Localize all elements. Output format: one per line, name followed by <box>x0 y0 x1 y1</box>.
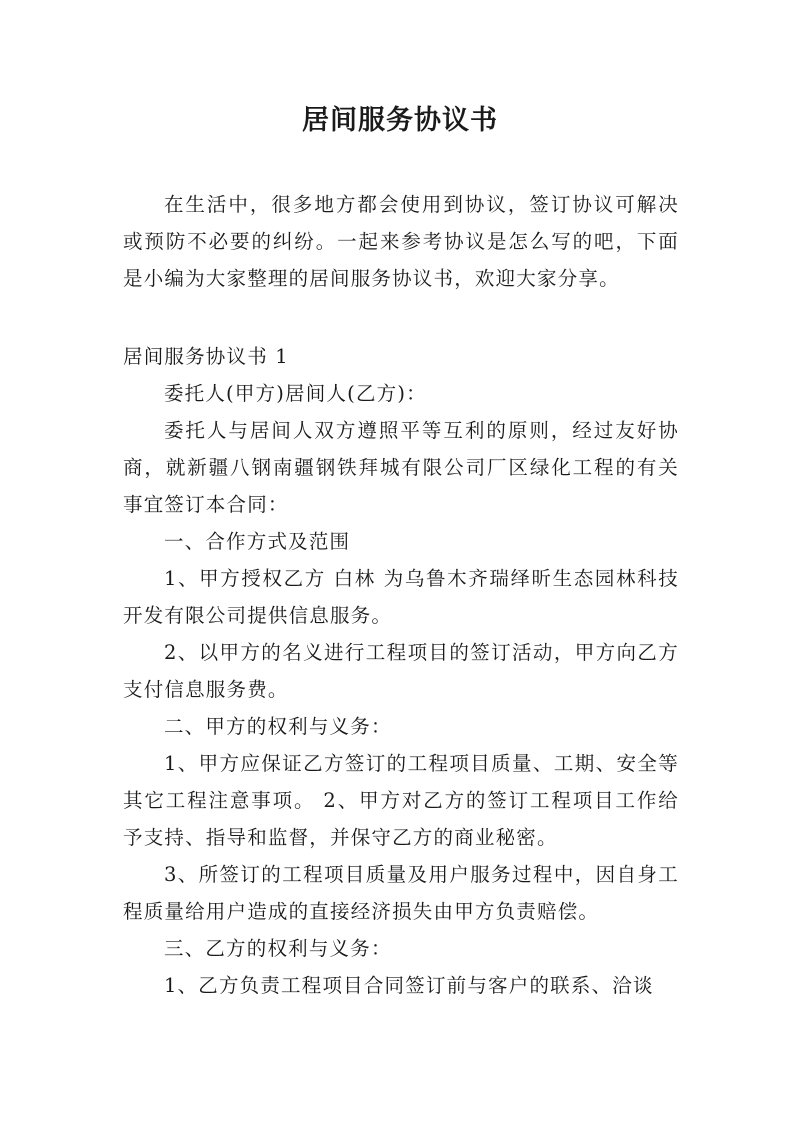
paragraph-clause-2-3: 3、所签订的工程项目质量及用户服务过程中，因自身工程质量给用户造成的直接经济损失由甲方负责赔偿。 <box>123 863 679 923</box>
section-title: 居间服务协议书 1 <box>123 345 289 368</box>
intro-block <box>123 186 679 297</box>
paragraph-parties: 委托人(甲方)居间人(乙方)： <box>163 382 427 405</box>
paragraph-clause-1-2: 2、以甲方的名义进行工程项目的签订活动，甲方向乙方支付信息服务费。 <box>123 641 679 701</box>
heading-party-a-rights: 二、甲方的权利与义务： <box>163 715 392 738</box>
heading-party-b-rights: 三、乙方的权利与义务： <box>163 937 392 960</box>
paragraph-clause-2-1: 1、甲方应保证乙方签订的工程项目质量、工期、安全等其它工程注意事项。 2、甲方对乙方的签订工程项目工作给予支持、指导和监督，并保守乙方的商业秘密。 <box>123 752 679 849</box>
contract-body <box>123 338 679 1004</box>
paragraph-clause-3-1: 1、乙方负责工程项目合同签订前与客户的联系、洽谈 <box>163 974 654 997</box>
intro-paragraph: 在生活中，很多地方都会使用到协议，签订协议可解决或预防不必要的纠纷。一起来参考协议是怎么写的吧，下面是小编为大家整理的居间服务协议书，欢迎大家分享。 <box>123 193 679 290</box>
paragraph-clause-1-1: 1、甲方授权乙方 白林 为乌鲁木齐瑞绎昕生态园林科技开发有限公司提供信息服务。 <box>123 567 679 627</box>
paragraph-preamble: 委托人与居间人双方遵照平等互利的原则，经过友好协商，就新疆八钢南疆钢铁拜城有限公司厂区绿化工程的有关事宜签订本合同： <box>123 419 679 516</box>
document-title: 居间服务协议书 <box>302 105 498 136</box>
heading-cooperation: 一、合作方式及范围 <box>163 530 351 553</box>
